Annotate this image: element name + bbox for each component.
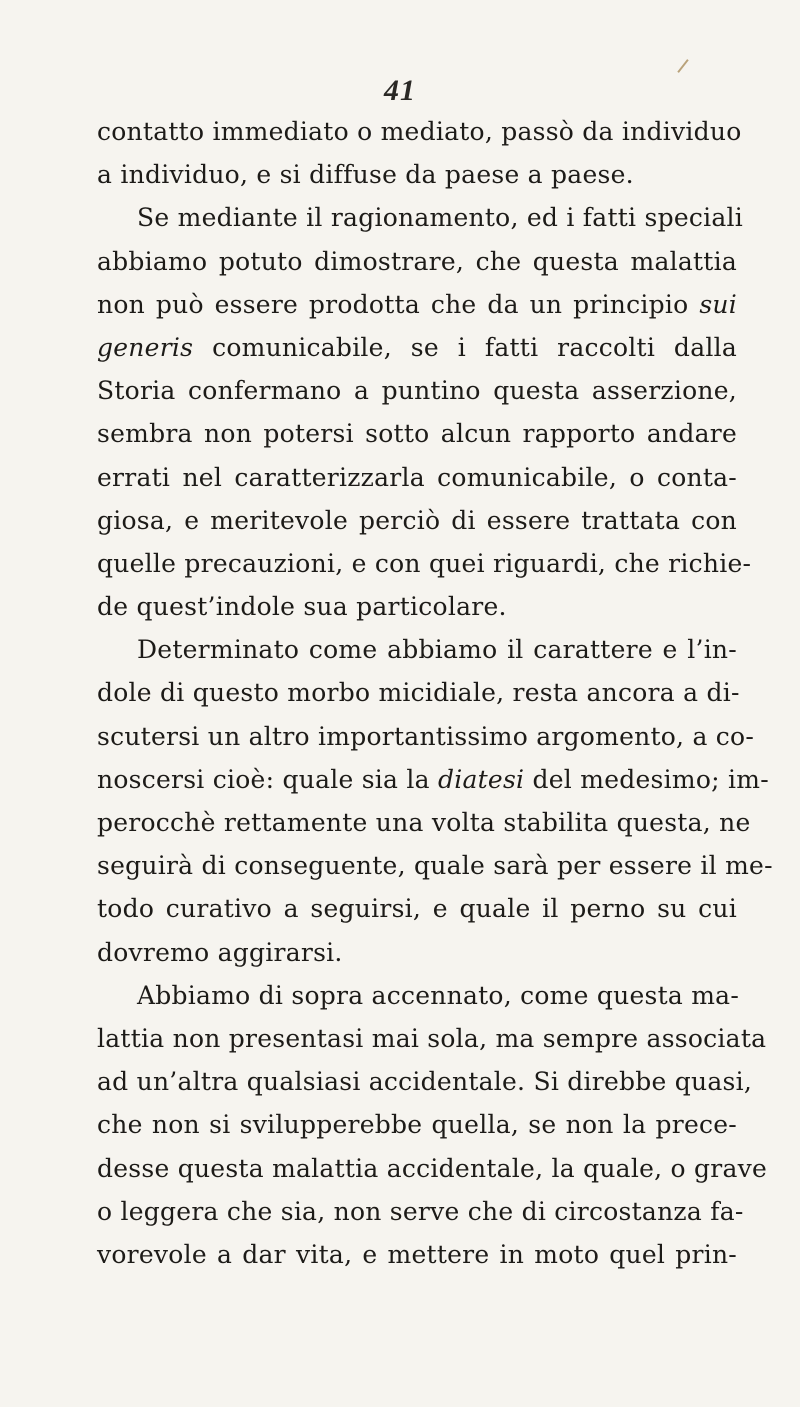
text-line [97, 671, 740, 714]
line-text: de quest’indole sua particolare. [97, 592, 507, 622]
line-text: lattia non presentasi mai sola, ma sempre associata [97, 1023, 767, 1053]
text-line [97, 931, 737, 974]
text-line [97, 887, 737, 930]
line-text: contatto immediato o mediato, passò da individuo [97, 117, 742, 146]
text-line [97, 412, 737, 455]
text-line [97, 974, 740, 1017]
text-line [97, 1103, 737, 1146]
line-text: noscersi cioè: quale sia la [97, 764, 438, 794]
line-text: sembra non potersi sotto alcun rapporto andare [97, 419, 737, 449]
line-text: Abbiamo di sopra accennato, come questa ma- [137, 980, 740, 1010]
line-text: Storia confermano a puntino questa asserzione, [97, 376, 737, 406]
text-line [97, 1233, 737, 1276]
text-line [97, 1190, 744, 1233]
line-text: dole di questo morbo micidiale, resta ancora a di- [97, 678, 740, 708]
line-text: comunicabile, se i fatti raccolti dalla [193, 332, 737, 362]
body-text [97, 110, 773, 1276]
text-line [97, 801, 751, 844]
text-line [97, 1017, 767, 1060]
line-text: a individuo, e si diffuse da paese a paese. [97, 160, 634, 190]
line-text: ad un’altra qualsiasi accidentale. Si direbbe quasi, [97, 1067, 753, 1097]
text-line [97, 499, 737, 542]
text-line [97, 456, 737, 499]
line-text: vorevole a dar vita, e mettere in moto quel prin- [97, 1239, 737, 1269]
text-line [97, 369, 737, 412]
text-line [97, 326, 737, 369]
text-line [97, 196, 744, 239]
line-text: desse questa malattia accidentale, la quale, o grave [97, 1153, 768, 1183]
text-line [97, 1060, 753, 1103]
italic-text: generis [97, 332, 194, 362]
line-text: che non si svilupperebbe quella, se non la prece- [97, 1110, 737, 1140]
line-text: Se mediante il ragionamento, ed i fatti speciali [137, 203, 744, 233]
line-text: giosa, e meritevole perciò di essere trattata con [97, 505, 737, 535]
italic-text: sui [699, 289, 737, 319]
text-line [97, 542, 752, 585]
text-line [97, 844, 773, 887]
page-number: 41 [384, 74, 416, 107]
text-line [97, 240, 737, 283]
text-line [97, 1147, 768, 1190]
text-line [97, 110, 742, 153]
line-text: Determinato come abbiamo il carattere e l’in- [137, 635, 737, 665]
line-text: perocchè rettamente una volta stabilita questa, ne [97, 808, 751, 837]
line-text: todo curativo a seguirsi, e quale il perno su cui [97, 894, 737, 924]
line-text: non può essere prodotta che da un principio [97, 289, 700, 319]
line-text: dovremo aggirarsi. [97, 937, 343, 967]
text-line [97, 628, 737, 671]
text-line [97, 283, 737, 326]
line-text: del medesimo; im- [524, 764, 769, 794]
italic-text: diatesi [437, 764, 525, 794]
pencil-mark [677, 59, 688, 73]
line-text: o leggera che sia, non serve che di circostanza fa- [97, 1196, 744, 1226]
line-text: abbiamo potuto dimostrare, che questa malattia [97, 246, 737, 276]
line-text: seguirà di conseguente, quale sarà per essere il me- [97, 851, 773, 881]
line-text: errati nel caratterizzarla comunicabile, o conta- [97, 462, 737, 492]
line-text: quelle precauzioni, e con quei riguardi, che richie- [97, 548, 752, 578]
line-text: scutersi un altro importantissimo argomento, a co- [97, 721, 755, 751]
text-line [97, 758, 769, 801]
text-line [97, 585, 737, 628]
text-line [97, 153, 737, 196]
text-line [97, 715, 755, 758]
